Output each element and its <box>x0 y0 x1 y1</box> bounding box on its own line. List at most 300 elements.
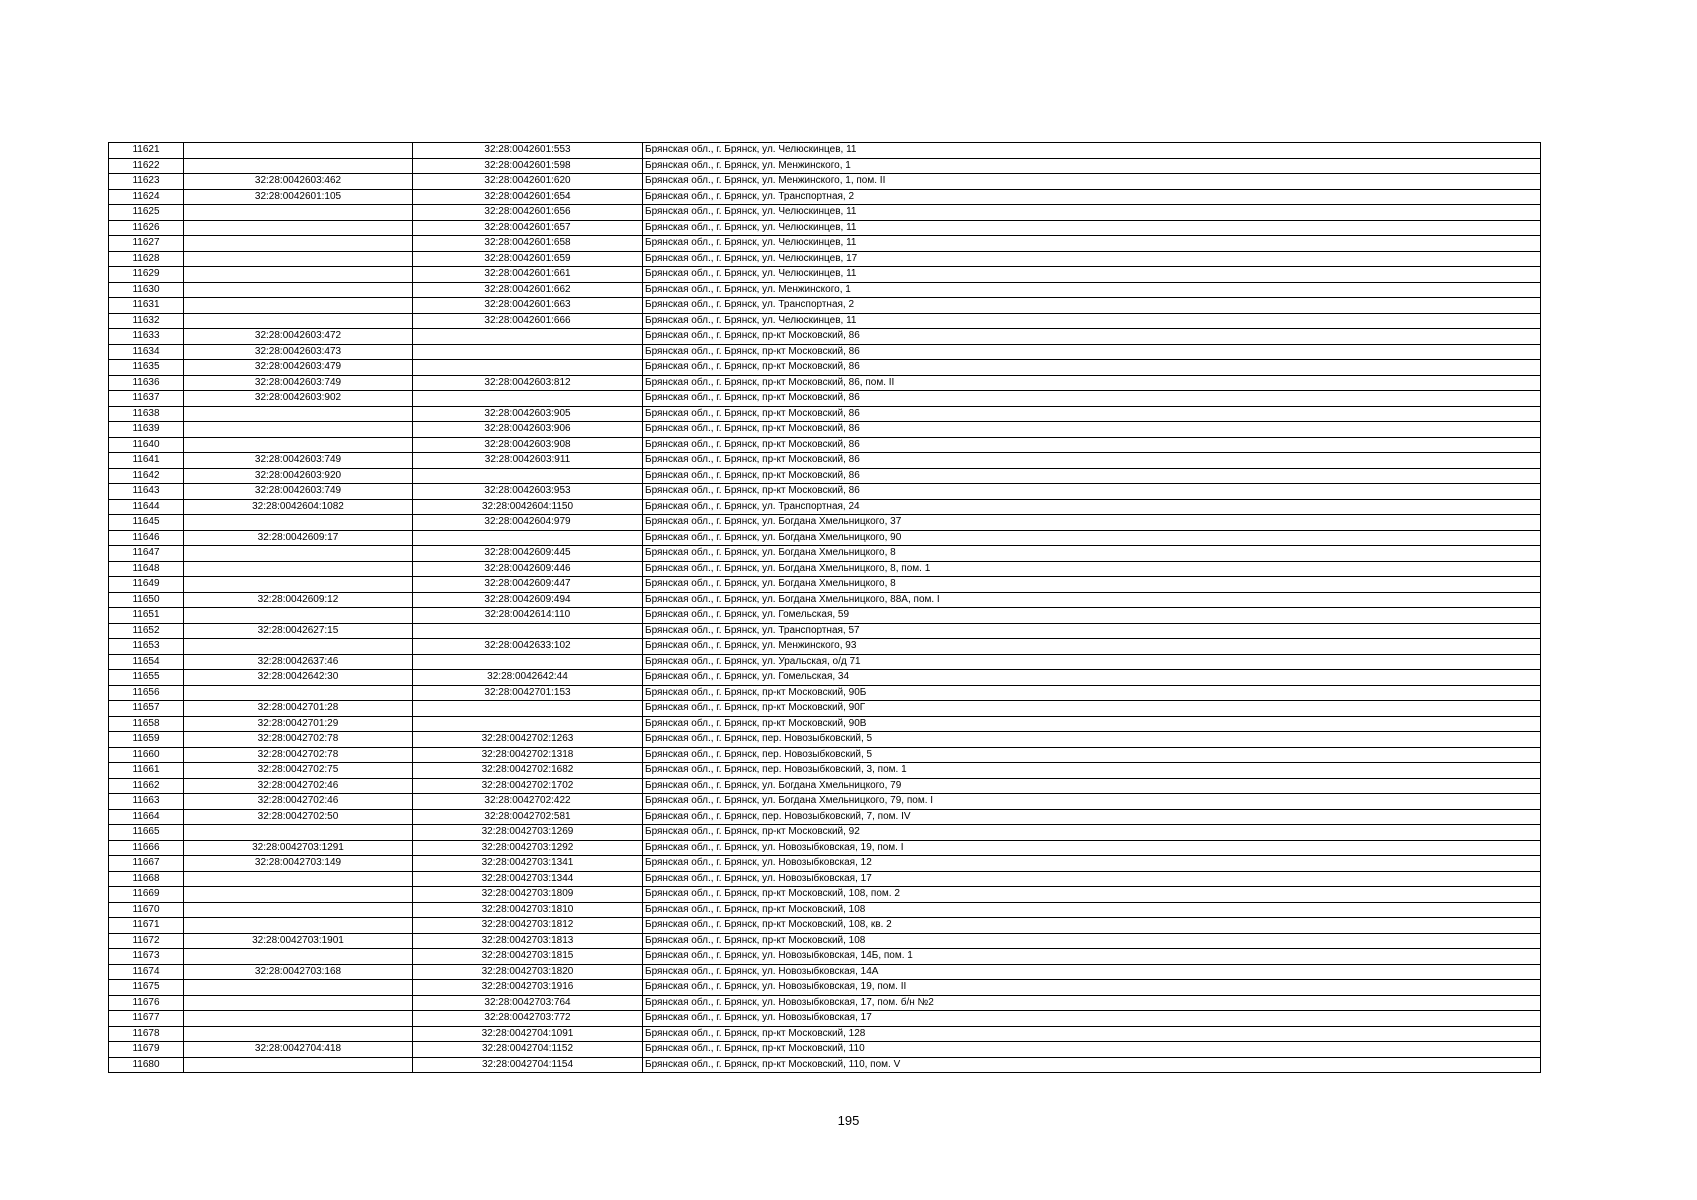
cadastral-number-a-cell <box>184 406 413 422</box>
row-number-cell: 11647 <box>109 546 184 562</box>
address-cell: Брянская обл., г. Брянск, ул. Челюскинцев, 17 <box>643 251 1541 267</box>
cadastral-number-b-cell: 32:28:0042604:979 <box>413 515 643 531</box>
cadastral-number-a-cell: 32:28:0042603:462 <box>184 174 413 190</box>
row-number-cell: 11651 <box>109 608 184 624</box>
row-number-cell: 11677 <box>109 1011 184 1027</box>
table-row <box>109 995 1541 1011</box>
cadastral-number-a-cell: 32:28:0042701:28 <box>184 701 413 717</box>
cadastral-number-b-cell: 32:28:0042703:1812 <box>413 918 643 934</box>
row-number-cell: 11637 <box>109 391 184 407</box>
row-number-cell: 11669 <box>109 887 184 903</box>
address-cell: Брянская обл., г. Брянск, пр-кт Московский, 86 <box>643 422 1541 438</box>
row-number-cell: 11662 <box>109 778 184 794</box>
table-row <box>109 980 1541 996</box>
table-row <box>109 220 1541 236</box>
cadastral-number-b-cell: 32:28:0042702:1318 <box>413 747 643 763</box>
cadastral-number-b-cell: 32:28:0042703:1341 <box>413 856 643 872</box>
row-number-cell: 11667 <box>109 856 184 872</box>
table-row <box>109 608 1541 624</box>
table-row <box>109 406 1541 422</box>
row-number-cell: 11627 <box>109 236 184 252</box>
row-number-cell: 11664 <box>109 809 184 825</box>
table-row <box>109 313 1541 329</box>
address-cell: Брянская обл., г. Брянск, пер. Новозыбковский, 7, пом. IV <box>643 809 1541 825</box>
table-row <box>109 236 1541 252</box>
cadastral-number-b-cell: 32:28:0042703:1810 <box>413 902 643 918</box>
table-row <box>109 577 1541 593</box>
cadastral-number-a-cell <box>184 313 413 329</box>
table-row <box>109 887 1541 903</box>
cadastral-number-b-cell: 32:28:0042703:1344 <box>413 871 643 887</box>
cadastral-number-b-cell <box>413 623 643 639</box>
row-number-cell: 11679 <box>109 1042 184 1058</box>
cadastral-number-a-cell: 32:28:0042603:920 <box>184 468 413 484</box>
cadastral-number-a-cell: 32:28:0042702:78 <box>184 732 413 748</box>
address-cell: Брянская обл., г. Брянск, ул. Челюскинцев, 11 <box>643 205 1541 221</box>
address-cell: Брянская обл., г. Брянск, ул. Богдана Хмельницкого, 79 <box>643 778 1541 794</box>
cadastral-number-b-cell: 32:28:0042703:1820 <box>413 964 643 980</box>
table-row <box>109 871 1541 887</box>
row-number-cell: 11649 <box>109 577 184 593</box>
row-number-cell: 11653 <box>109 639 184 655</box>
table-row <box>109 592 1541 608</box>
cadastral-number-b-cell: 32:28:0042633:102 <box>413 639 643 655</box>
cadastral-number-a-cell <box>184 1011 413 1027</box>
address-cell: Брянская обл., г. Брянск, ул. Челюскинцев, 11 <box>643 143 1541 159</box>
cadastral-number-b-cell: 32:28:0042603:812 <box>413 375 643 391</box>
table-row <box>109 453 1541 469</box>
row-number-cell: 11621 <box>109 143 184 159</box>
address-cell: Брянская обл., г. Брянск, пр-кт Московский, 108 <box>643 902 1541 918</box>
cadastral-number-a-cell: 32:28:0042604:1082 <box>184 499 413 515</box>
cadastral-number-b-cell <box>413 701 643 717</box>
row-number-cell: 11640 <box>109 437 184 453</box>
row-number-cell: 11666 <box>109 840 184 856</box>
row-number-cell: 11674 <box>109 964 184 980</box>
row-number-cell: 11680 <box>109 1057 184 1073</box>
address-cell: Брянская обл., г. Брянск, пр-кт Московский, 86 <box>643 360 1541 376</box>
row-number-cell: 11648 <box>109 561 184 577</box>
cadastral-number-a-cell: 32:28:0042601:105 <box>184 189 413 205</box>
cadastral-number-a-cell: 32:28:0042702:46 <box>184 794 413 810</box>
row-number-cell: 11659 <box>109 732 184 748</box>
address-cell: Брянская обл., г. Брянск, ул. Челюскинцев, 11 <box>643 267 1541 283</box>
cadastral-number-b-cell: 32:28:0042702:581 <box>413 809 643 825</box>
cadastral-number-a-cell: 32:28:0042703:1901 <box>184 933 413 949</box>
row-number-cell: 11655 <box>109 670 184 686</box>
table-row <box>109 918 1541 934</box>
row-number-cell: 11673 <box>109 949 184 965</box>
cadastral-number-b-cell <box>413 329 643 345</box>
row-number-cell: 11661 <box>109 763 184 779</box>
cadastral-number-a-cell <box>184 871 413 887</box>
cadastral-number-a-cell: 32:28:0042609:12 <box>184 592 413 608</box>
address-cell: Брянская обл., г. Брянск, пр-кт Московский, 128 <box>643 1026 1541 1042</box>
address-cell: Брянская обл., г. Брянск, ул. Богдана Хмельницкого, 8 <box>643 577 1541 593</box>
cadastral-number-b-cell: 32:28:0042601:657 <box>413 220 643 236</box>
cadastral-number-a-cell: 32:28:0042603:479 <box>184 360 413 376</box>
cadastral-number-b-cell: 32:28:0042701:153 <box>413 685 643 701</box>
cadastral-number-a-cell: 32:28:0042704:418 <box>184 1042 413 1058</box>
row-number-cell: 11638 <box>109 406 184 422</box>
cadastral-number-a-cell <box>184 143 413 159</box>
cadastral-number-b-cell: 32:28:0042703:1815 <box>413 949 643 965</box>
table-row <box>109 298 1541 314</box>
address-cell: Брянская обл., г. Брянск, пр-кт Московский, 90Б <box>643 685 1541 701</box>
cadastral-number-a-cell: 32:28:0042603:472 <box>184 329 413 345</box>
cadastral-number-a-cell <box>184 205 413 221</box>
row-number-cell: 11652 <box>109 623 184 639</box>
cadastral-number-a-cell: 32:28:0042703:149 <box>184 856 413 872</box>
cadastral-number-b-cell: 32:28:0042603:911 <box>413 453 643 469</box>
table-row <box>109 1042 1541 1058</box>
row-number-cell: 11671 <box>109 918 184 934</box>
cadastral-number-a-cell <box>184 887 413 903</box>
row-number-cell: 11656 <box>109 685 184 701</box>
cadastral-number-a-cell: 32:28:0042642:30 <box>184 670 413 686</box>
address-cell: Брянская обл., г. Брянск, пер. Новозыбковский, 3, пом. 1 <box>643 763 1541 779</box>
cadastral-number-b-cell: 32:28:0042609:447 <box>413 577 643 593</box>
address-cell: Брянская обл., г. Брянск, ул. Менжинского, 1 <box>643 282 1541 298</box>
address-cell: Брянская обл., г. Брянск, ул. Новозыбковская, 19, пом. I <box>643 840 1541 856</box>
table-row <box>109 375 1541 391</box>
table-row <box>109 654 1541 670</box>
row-number-cell: 11642 <box>109 468 184 484</box>
cadastral-number-b-cell: 32:28:0042702:422 <box>413 794 643 810</box>
cadastral-number-a-cell <box>184 236 413 252</box>
address-cell: Брянская обл., г. Брянск, пр-кт Московский, 86 <box>643 329 1541 345</box>
row-number-cell: 11644 <box>109 499 184 515</box>
cadastral-number-b-cell: 32:28:0042601:658 <box>413 236 643 252</box>
row-number-cell: 11641 <box>109 453 184 469</box>
table-row <box>109 158 1541 174</box>
table-row <box>109 391 1541 407</box>
address-cell: Брянская обл., г. Брянск, пр-кт Московский, 86, пом. II <box>643 375 1541 391</box>
cadastral-number-b-cell: 32:28:0042601:598 <box>413 158 643 174</box>
row-number-cell: 11628 <box>109 251 184 267</box>
table-row <box>109 484 1541 500</box>
table-row <box>109 825 1541 841</box>
address-cell: Брянская обл., г. Брянск, ул. Богдана Хмельницкого, 79, пом. I <box>643 794 1541 810</box>
cadastral-number-b-cell: 32:28:0042601:553 <box>413 143 643 159</box>
cadastral-number-b-cell <box>413 468 643 484</box>
cadastral-number-b-cell: 32:28:0042601:666 <box>413 313 643 329</box>
cadastral-number-a-cell: 32:28:0042609:17 <box>184 530 413 546</box>
cadastral-number-a-cell <box>184 608 413 624</box>
table-row <box>109 422 1541 438</box>
table-row <box>109 964 1541 980</box>
cadastral-number-a-cell <box>184 685 413 701</box>
address-cell: Брянская обл., г. Брянск, пр-кт Московский, 110 <box>643 1042 1541 1058</box>
address-cell: Брянская обл., г. Брянск, ул. Менжинского, 1 <box>643 158 1541 174</box>
address-cell: Брянская обл., г. Брянск, ул. Новозыбковская, 14А <box>643 964 1541 980</box>
table-row <box>109 949 1541 965</box>
row-number-cell: 11639 <box>109 422 184 438</box>
table-row <box>109 437 1541 453</box>
cadastral-number-b-cell: 32:28:0042603:908 <box>413 437 643 453</box>
cadastral-number-a-cell: 32:28:0042603:473 <box>184 344 413 360</box>
row-number-cell: 11630 <box>109 282 184 298</box>
table-row <box>109 344 1541 360</box>
address-cell: Брянская обл., г. Брянск, ул. Богдана Хмельницкого, 90 <box>643 530 1541 546</box>
table-row <box>109 732 1541 748</box>
cadastral-number-b-cell <box>413 360 643 376</box>
table-row <box>109 902 1541 918</box>
table-row <box>109 530 1541 546</box>
table-row <box>109 1057 1541 1073</box>
row-number-cell: 11622 <box>109 158 184 174</box>
cadastral-number-a-cell: 32:28:0042627:15 <box>184 623 413 639</box>
cadastral-number-b-cell: 32:28:0042601:662 <box>413 282 643 298</box>
cadastral-number-b-cell: 32:28:0042642:44 <box>413 670 643 686</box>
cadastral-number-a-cell <box>184 995 413 1011</box>
table-row <box>109 329 1541 345</box>
table-row <box>109 468 1541 484</box>
cadastral-number-a-cell: 32:28:0042701:29 <box>184 716 413 732</box>
row-number-cell: 11643 <box>109 484 184 500</box>
table-row <box>109 639 1541 655</box>
cadastral-number-a-cell: 32:28:0042603:902 <box>184 391 413 407</box>
row-number-cell: 11668 <box>109 871 184 887</box>
cadastral-number-a-cell <box>184 158 413 174</box>
cadastral-number-a-cell: 32:28:0042702:75 <box>184 763 413 779</box>
address-cell: Брянская обл., г. Брянск, ул. Новозыбковская, 14Б, пом. 1 <box>643 949 1541 965</box>
cadastral-number-b-cell: 32:28:0042603:906 <box>413 422 643 438</box>
row-number-cell: 11660 <box>109 747 184 763</box>
cadastral-number-b-cell: 32:28:0042704:1152 <box>413 1042 643 1058</box>
address-cell: Брянская обл., г. Брянск, ул. Новозыбковская, 17, пом. б/н №2 <box>643 995 1541 1011</box>
address-cell: Брянская обл., г. Брянск, пр-кт Московский, 86 <box>643 406 1541 422</box>
cadastral-number-b-cell: 32:28:0042703:1813 <box>413 933 643 949</box>
cadastral-number-b-cell: 32:28:0042702:1263 <box>413 732 643 748</box>
address-cell: Брянская обл., г. Брянск, пр-кт Московский, 108, пом. 2 <box>643 887 1541 903</box>
row-number-cell: 11636 <box>109 375 184 391</box>
cadastral-number-b-cell: 32:28:0042601:659 <box>413 251 643 267</box>
table-row <box>109 360 1541 376</box>
address-cell: Брянская обл., г. Брянск, ул. Гомельская, 59 <box>643 608 1541 624</box>
address-cell: Брянская обл., г. Брянск, ул. Новозыбковская, 17 <box>643 1011 1541 1027</box>
table-row <box>109 670 1541 686</box>
cadastral-number-b-cell: 32:28:0042604:1150 <box>413 499 643 515</box>
address-cell: Брянская обл., г. Брянск, пр-кт Московский, 108, кв. 2 <box>643 918 1541 934</box>
cadastral-number-b-cell <box>413 716 643 732</box>
cadastral-number-a-cell <box>184 515 413 531</box>
cadastral-number-b-cell: 32:28:0042601:663 <box>413 298 643 314</box>
cadastral-number-a-cell <box>184 422 413 438</box>
cadastral-number-a-cell: 32:28:0042702:50 <box>184 809 413 825</box>
row-number-cell: 11632 <box>109 313 184 329</box>
cadastral-number-b-cell: 32:28:0042703:1269 <box>413 825 643 841</box>
cadastral-number-b-cell: 32:28:0042601:654 <box>413 189 643 205</box>
address-cell: Брянская обл., г. Брянск, ул. Транспортная, 24 <box>643 499 1541 515</box>
cadastral-number-a-cell <box>184 639 413 655</box>
row-number-cell: 11650 <box>109 592 184 608</box>
row-number-cell: 11631 <box>109 298 184 314</box>
table-row <box>109 623 1541 639</box>
row-number-cell: 11646 <box>109 530 184 546</box>
row-number-cell: 11624 <box>109 189 184 205</box>
cadastral-number-a-cell <box>184 577 413 593</box>
table-row <box>109 716 1541 732</box>
address-cell: Брянская обл., г. Брянск, пр-кт Московский, 110, пом. V <box>643 1057 1541 1073</box>
table-row <box>109 701 1541 717</box>
cadastral-number-b-cell <box>413 530 643 546</box>
row-number-cell: 11672 <box>109 933 184 949</box>
address-cell: Брянская обл., г. Брянск, пр-кт Московский, 86 <box>643 391 1541 407</box>
address-cell: Брянская обл., г. Брянск, ул. Гомельская, 34 <box>643 670 1541 686</box>
table-row <box>109 499 1541 515</box>
cadastral-number-b-cell: 32:28:0042703:772 <box>413 1011 643 1027</box>
cadastral-number-b-cell: 32:28:0042609:445 <box>413 546 643 562</box>
row-number-cell: 11670 <box>109 902 184 918</box>
property-register-table <box>108 142 1541 1073</box>
cadastral-number-a-cell <box>184 1057 413 1073</box>
row-number-cell: 11663 <box>109 794 184 810</box>
cadastral-number-b-cell: 32:28:0042614:110 <box>413 608 643 624</box>
cadastral-number-a-cell <box>184 267 413 283</box>
table-row <box>109 143 1541 159</box>
cadastral-number-b-cell: 32:28:0042702:1702 <box>413 778 643 794</box>
cadastral-number-b-cell: 32:28:0042703:764 <box>413 995 643 1011</box>
address-cell: Брянская обл., г. Брянск, пер. Новозыбковский, 5 <box>643 732 1541 748</box>
cadastral-number-a-cell <box>184 902 413 918</box>
row-number-cell: 11665 <box>109 825 184 841</box>
cadastral-number-b-cell: 32:28:0042704:1154 <box>413 1057 643 1073</box>
cadastral-number-b-cell: 32:28:0042601:620 <box>413 174 643 190</box>
cadastral-number-b-cell <box>413 654 643 670</box>
address-cell: Брянская обл., г. Брянск, ул. Новозыбковская, 17 <box>643 871 1541 887</box>
address-cell: Брянская обл., г. Брянск, пр-кт Московский, 90Г <box>643 701 1541 717</box>
cadastral-number-b-cell: 32:28:0042603:905 <box>413 406 643 422</box>
table-row <box>109 778 1541 794</box>
cadastral-number-b-cell: 32:28:0042601:661 <box>413 267 643 283</box>
table-row <box>109 515 1541 531</box>
cadastral-number-a-cell <box>184 298 413 314</box>
table-row <box>109 933 1541 949</box>
cadastral-number-a-cell: 32:28:0042703:168 <box>184 964 413 980</box>
cadastral-number-b-cell: 32:28:0042702:1682 <box>413 763 643 779</box>
table-row <box>109 561 1541 577</box>
table-row <box>109 1026 1541 1042</box>
table-row <box>109 1011 1541 1027</box>
cadastral-number-a-cell <box>184 251 413 267</box>
cadastral-number-b-cell <box>413 344 643 360</box>
cadastral-number-a-cell <box>184 1026 413 1042</box>
row-number-cell: 11634 <box>109 344 184 360</box>
row-number-cell: 11623 <box>109 174 184 190</box>
row-number-cell: 11629 <box>109 267 184 283</box>
table-row <box>109 747 1541 763</box>
address-cell: Брянская обл., г. Брянск, ул. Транспортная, 2 <box>643 298 1541 314</box>
address-cell: Брянская обл., г. Брянск, ул. Менжинского, 1, пом. II <box>643 174 1541 190</box>
table-row <box>109 251 1541 267</box>
address-cell: Брянская обл., г. Брянск, пр-кт Московский, 90В <box>643 716 1541 732</box>
cadastral-number-a-cell <box>184 825 413 841</box>
table-row <box>109 809 1541 825</box>
cadastral-number-a-cell <box>184 980 413 996</box>
address-cell: Брянская обл., г. Брянск, ул. Челюскинцев, 11 <box>643 313 1541 329</box>
table-row <box>109 282 1541 298</box>
cadastral-number-a-cell <box>184 282 413 298</box>
row-number-cell: 11658 <box>109 716 184 732</box>
row-number-cell: 11657 <box>109 701 184 717</box>
address-cell: Брянская обл., г. Брянск, пр-кт Московский, 86 <box>643 437 1541 453</box>
table-row <box>109 685 1541 701</box>
table-row <box>109 856 1541 872</box>
row-number-cell: 11645 <box>109 515 184 531</box>
address-cell: Брянская обл., г. Брянск, ул. Богдана Хмельницкого, 88А, пом. I <box>643 592 1541 608</box>
address-cell: Брянская обл., г. Брянск, пр-кт Московский, 86 <box>643 344 1541 360</box>
cadastral-number-a-cell <box>184 949 413 965</box>
address-cell: Брянская обл., г. Брянск, ул. Новозыбковская, 19, пом. II <box>643 980 1541 996</box>
cadastral-number-a-cell: 32:28:0042702:46 <box>184 778 413 794</box>
cadastral-number-a-cell: 32:28:0042703:1291 <box>184 840 413 856</box>
address-cell: Брянская обл., г. Брянск, ул. Челюскинцев, 11 <box>643 220 1541 236</box>
address-cell: Брянская обл., г. Брянск, ул. Богдана Хмельницкого, 8, пом. 1 <box>643 561 1541 577</box>
address-cell: Брянская обл., г. Брянск, пер. Новозыбковский, 5 <box>643 747 1541 763</box>
row-number-cell: 11678 <box>109 1026 184 1042</box>
cadastral-number-a-cell: 32:28:0042603:749 <box>184 453 413 469</box>
cadastral-number-b-cell: 32:28:0042703:1809 <box>413 887 643 903</box>
address-cell: Брянская обл., г. Брянск, пр-кт Московский, 86 <box>643 453 1541 469</box>
row-number-cell: 11625 <box>109 205 184 221</box>
cadastral-number-b-cell: 32:28:0042601:656 <box>413 205 643 221</box>
address-cell: Брянская обл., г. Брянск, ул. Челюскинцев, 11 <box>643 236 1541 252</box>
table-row <box>109 174 1541 190</box>
address-cell: Брянская обл., г. Брянск, ул. Транспортная, 2 <box>643 189 1541 205</box>
address-cell: Брянская обл., г. Брянск, ул. Уральская, о/д 71 <box>643 654 1541 670</box>
cadastral-number-b-cell: 32:28:0042704:1091 <box>413 1026 643 1042</box>
address-cell: Брянская обл., г. Брянск, пр-кт Московский, 86 <box>643 468 1541 484</box>
address-cell: Брянская обл., г. Брянск, пр-кт Московский, 86 <box>643 484 1541 500</box>
row-number-cell: 11635 <box>109 360 184 376</box>
cadastral-number-a-cell: 32:28:0042702:78 <box>184 747 413 763</box>
cadastral-number-a-cell <box>184 546 413 562</box>
cadastral-number-b-cell: 32:28:0042703:1292 <box>413 840 643 856</box>
table-row <box>109 189 1541 205</box>
row-number-cell: 11654 <box>109 654 184 670</box>
cadastral-number-b-cell <box>413 391 643 407</box>
table-row <box>109 205 1541 221</box>
row-number-cell: 11633 <box>109 329 184 345</box>
address-cell: Брянская обл., г. Брянск, ул. Богдана Хмельницкого, 37 <box>643 515 1541 531</box>
table-row <box>109 267 1541 283</box>
address-cell: Брянская обл., г. Брянск, ул. Богдана Хмельницкого, 8 <box>643 546 1541 562</box>
row-number-cell: 11626 <box>109 220 184 236</box>
cadastral-number-a-cell <box>184 918 413 934</box>
cadastral-number-a-cell: 32:28:0042637:46 <box>184 654 413 670</box>
page-number: 195 <box>837 1113 860 1128</box>
cadastral-number-b-cell: 32:28:0042703:1916 <box>413 980 643 996</box>
cadastral-number-a-cell <box>184 437 413 453</box>
cadastral-number-b-cell: 32:28:0042609:446 <box>413 561 643 577</box>
address-cell: Брянская обл., г. Брянск, ул. Менжинского, 93 <box>643 639 1541 655</box>
row-number-cell: 11675 <box>109 980 184 996</box>
table-row <box>109 546 1541 562</box>
address-cell: Брянская обл., г. Брянск, ул. Новозыбковская, 12 <box>643 856 1541 872</box>
table-row <box>109 794 1541 810</box>
cadastral-number-b-cell: 32:28:0042609:494 <box>413 592 643 608</box>
register-table-body <box>109 143 1541 1073</box>
table-row <box>109 840 1541 856</box>
address-cell: Брянская обл., г. Брянск, пр-кт Московский, 92 <box>643 825 1541 841</box>
cadastral-number-a-cell <box>184 220 413 236</box>
address-cell: Брянская обл., г. Брянск, пр-кт Московский, 108 <box>643 933 1541 949</box>
table-row <box>109 763 1541 779</box>
cadastral-number-a-cell <box>184 561 413 577</box>
cadastral-number-a-cell: 32:28:0042603:749 <box>184 375 413 391</box>
cadastral-number-a-cell: 32:28:0042603:749 <box>184 484 413 500</box>
